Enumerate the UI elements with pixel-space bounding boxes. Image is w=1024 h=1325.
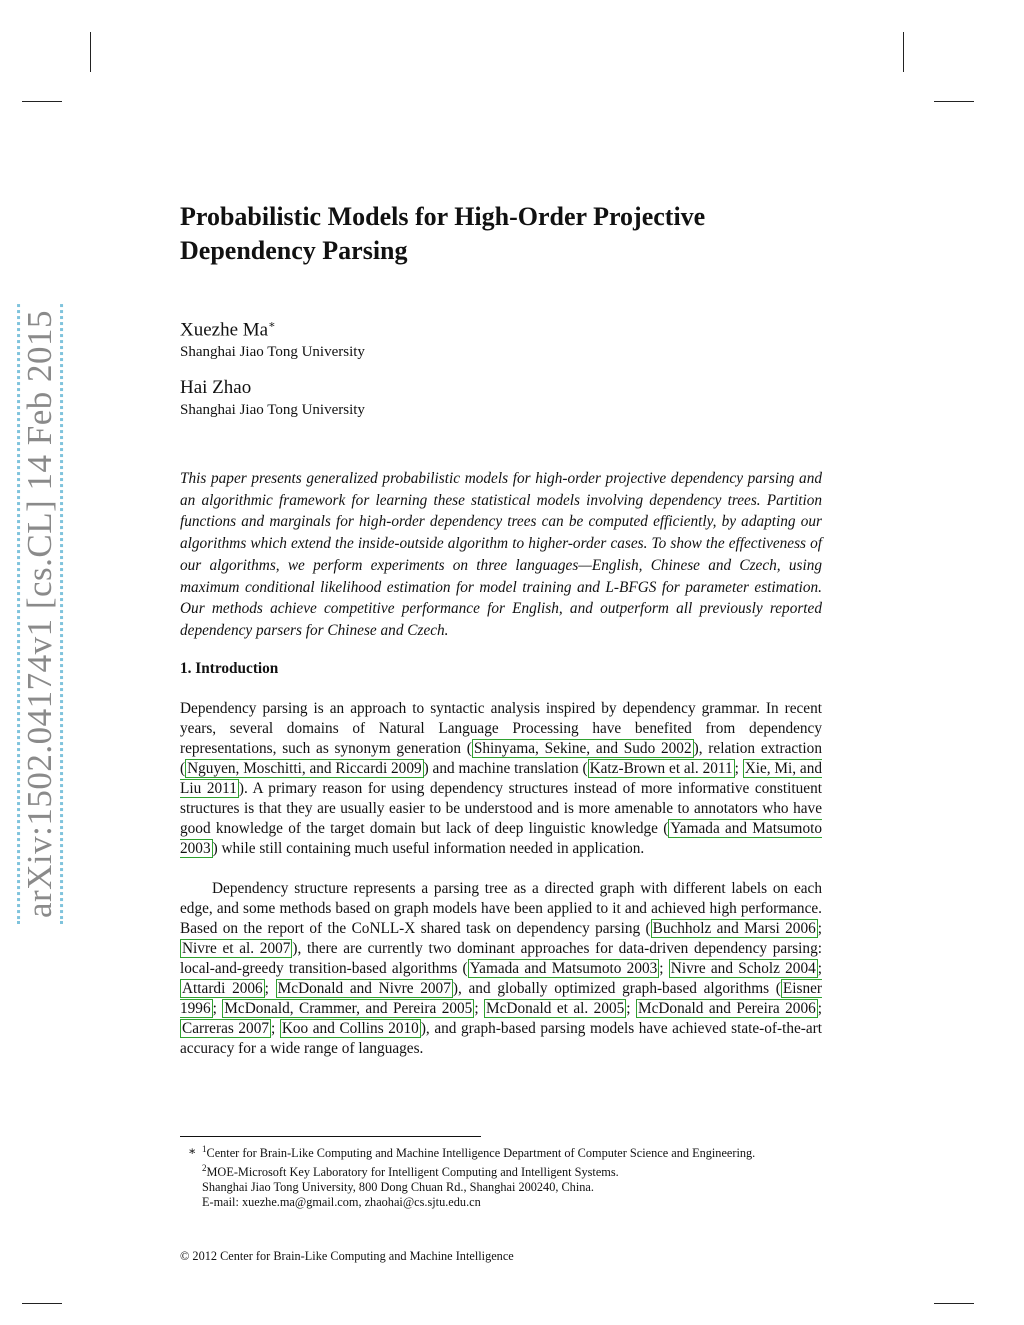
author-name [180,313,822,342]
intro-paragraph-1 [180,699,822,859]
section-heading: 1. Introduction [180,660,279,677]
footnote-text: Center for Brain-Like Computing and Machine Intelligence Department of Computer Science and Engineering. [206,1146,756,1161]
text-run: ; [659,960,669,977]
citation-link[interactable]: McDonald and Pereira 2006 [637,1000,816,1017]
text-run: ). A primary reason for using dependency structures instead of more informative constituent structures is that they are usually easier to be understood and is more amenable to annotators who have good knowledge of the target domain but lack of deep linguistic knowledge ( [180,780,822,837]
copyright-notice: © 2012 Center for Brain-Like Computing and Machine Intelligence [180,1249,514,1263]
text-run: ; [734,760,743,777]
citation-link[interactable]: Koo and Collins 2010 [281,1020,419,1037]
footnote-line: Shanghai Jiao Tong University, 800 Dong Chuan Rd., Shanghai 200240, China. [202,1180,594,1195]
author-block-1 [180,313,822,362]
citation-link[interactable]: Nivre et al. 2007 [182,940,291,957]
text-run: ; [474,1000,485,1017]
text-run: ; [264,980,276,997]
citation-link[interactable]: Carreras 2007 [182,1020,269,1037]
text-run: ; [271,1020,280,1037]
text-run: ), there are currently two dominant approaches for data-driven dependency parsing: local-and-greedy transition-based algorithms ( [180,940,822,977]
text-run: ; [817,920,823,937]
author-name-text: Xuezhe Ma [180,319,269,341]
citation-link[interactable]: McDonald, Crammer, and Pereira 2005 [224,1000,473,1017]
crop-mark-top-left-h [22,101,62,102]
arxiv-stamp [18,309,62,919]
paper-title [180,200,822,268]
text-run: ; [817,960,822,977]
footnote-mark: 2 [202,1163,207,1174]
footnote-line [180,1161,822,1180]
title-line-1: Probabilistic Models for High-Order Projective [180,202,706,231]
citation-link[interactable]: McDonald and Nivre 2007 [277,980,451,997]
citation-link[interactable]: Nguyen, Moschitti, and Riccardi 2009 [187,760,422,777]
citation-link[interactable]: Xie, Mi, and Liu 2011 [180,760,823,797]
footnote-star: ∗ [188,1144,197,1158]
citation-link[interactable]: Eisner 1996 [180,980,822,1017]
citation-link[interactable]: Yamada and Matsumoto 2003 [180,820,822,857]
citation-link[interactable]: Shinyama, Sekine, and Sudo 2002 [473,740,692,757]
text-run: ; [626,1000,636,1017]
text-run: ) while still containing much useful information needed in application. [212,840,645,857]
citation-link[interactable]: Yamada and Matsumoto 2003 [469,960,658,977]
author-block-2 [180,376,822,420]
text-run: ) and machine translation ( [423,760,588,777]
text-run: Dependency parsing is an approach to syntactic analysis inspired by dependency grammar. In recent years, several domains of Natural Language Processing have benefited from dependency representations, such as synonym generation ( [180,700,822,757]
author-name: Hai Zhao [180,377,252,398]
citation-link[interactable]: Attardi 2006 [182,980,263,997]
citation-link[interactable]: Nivre and Scholz 2004 [670,960,816,977]
intro-paragraph-2 [180,879,822,1059]
text-run: ), and graph-based parsing models have achieved state-of-the-art accuracy for a wide range of languages. [180,1020,823,1057]
footnote-line: E-mail: xuezhe.ma@gmail.com, zhaohai@cs.sjtu.edu.cn [202,1195,481,1210]
text-run: ; [817,1000,822,1017]
footnote-mark: 1 [202,1144,207,1154]
author-footnote-mark: ∗ [268,319,276,331]
footnote-rule [180,1136,481,1137]
text-run: Dependency structure represents a parsing tree as a directed graph with different labels on each edge, and some methods based on graph models have been applied to it and achieved high performance. Based on the report of the CoNLL-X shared task on dependency parsing ( [180,880,822,937]
abstract: This paper presents generalized probabilistic models for high-order projective dependency parsing and an algorithmic framework for learning these statistical models involving dependency trees. Partition functions and marginals for high-order dependency trees can be computed efficiently, by adapting our algorithms which extend the inside-outside algorithm to higher-order cases. To show the effectiveness of our algorithms, we perform experiments on three languages—English, Chinese and Czech, using maximum conditional likelihood estimation for model training and L-BFGS for parameter estimation. Our methods achieve competitive performance for English, and outperform all previously reported dependency parsers for Chinese and Czech. [180,470,822,639]
text-run: ), relation extraction ( [180,740,822,777]
citation-link[interactable]: McDonald et al. 2005 [486,1000,625,1017]
crop-mark-bottom-left-h [22,1303,62,1304]
text-run: ), and globally optimized graph-based algorithms ( [452,980,781,997]
title-line-2: Dependency Parsing [180,236,408,265]
author-affiliation: Shanghai Jiao Tong University [180,402,365,418]
footnote [180,1142,822,1210]
citation-link[interactable]: Buchholz and Marsi 2006 [652,920,816,937]
crop-mark-top-right-h [934,101,974,102]
text-run: ; [212,1000,223,1017]
footnote-text: MOE-Microsoft Key Laboratory for Intelligent Computing and Intelligent Systems. [206,1165,619,1180]
crop-mark-top-left [90,32,91,72]
crop-mark-top-right [903,32,904,72]
author-affiliation: Shanghai Jiao Tong University [180,344,365,361]
footnote-line [180,1142,822,1161]
citation-link[interactable]: Katz-Brown et al. 2011 [589,760,733,777]
arxiv-stamp-text: arXiv:1502.04174v1 [cs.CL] 14 Feb 2015 [17,304,63,924]
crop-mark-bottom-right-h [934,1303,974,1304]
